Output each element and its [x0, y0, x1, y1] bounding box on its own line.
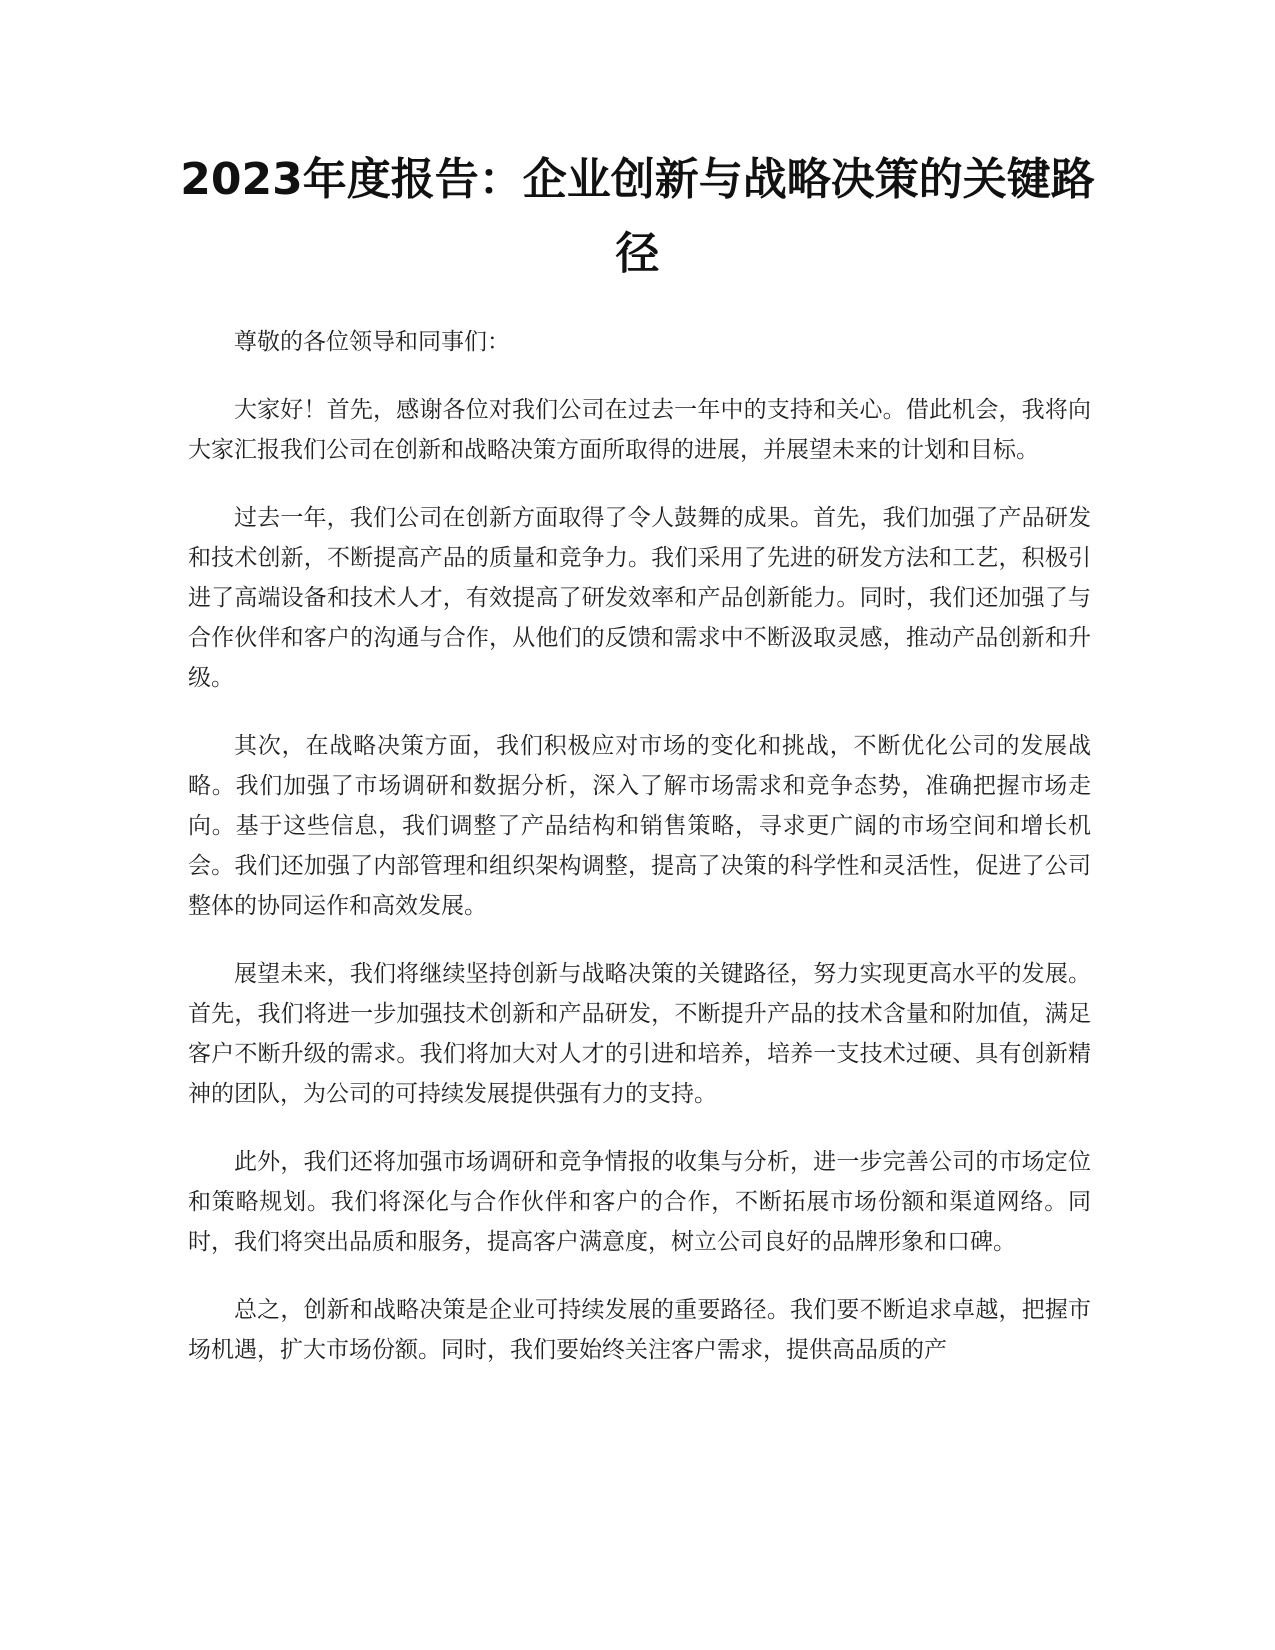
paragraph-outlook: 展望未来，我们将继续坚持创新与战略决策的关键路径，努力实现更高水平的发展。首先，我们将进一步加强技术创新和产品研发，不断提升产品的技术含量和附加值，满足客户不断升级的需求。我们将加大对人才的引进和培养，培养一支技术过硬、具有创新精神的团队，为公司的可持续发展提供强有力的支持。 — [188, 961, 1091, 1107]
paragraph-market: 此外，我们还将加强市场调研和竞争情报的收集与分析，进一步完善公司的市场定位和策略规划。我们将深化与合作伙伴和客户的合作，不断拓展市场份额和渠道网络。同时，我们将突出品质和服务，提高客户满意度，树立公司良好的品牌形象和口碑。 — [188, 1149, 1091, 1255]
salutation: 尊敬的各位领导和同事们： — [234, 329, 510, 355]
paragraph-strategy: 其次，在战略决策方面，我们积极应对市场的变化和挑战，不断优化公司的发展战略。我们加强了市场调研和数据分析，深入了解市场需求和竞争态势，准确把握市场走向。基于这些信息，我们调整了产品结构和销售策略，寻求更广阔的市场空间和增长机会。我们还加强了内部管理和组织架构调整，提高了决策的科学性和灵活性，促进了公司整体的协同运作和高效发展。 — [188, 733, 1091, 919]
paragraph-innovation: 过去一年，我们公司在创新方面取得了令人鼓舞的成果。首先，我们加强了产品研发和技术创新，不断提高产品的质量和竞争力。我们采用了先进的研发方法和工艺，积极引进了高端设备和技术人才，有效提高了研发效率和产品创新能力。同时，我们还加强了与合作伙伴和客户的沟通与合作，从他们的反馈和需求中不断汲取灵感，推动产品创新和升级。 — [188, 505, 1091, 691]
paragraph-greeting: 大家好！首先，感谢各位对我们公司在过去一年中的支持和关心。借此机会，我将向大家汇报我们公司在创新和战略决策方面所取得的进展，并展望未来的计划和目标。 — [188, 397, 1091, 463]
document-body — [188, 322, 1091, 1398]
document-title: 2023年度报告：企业创新与战略决策的关键路径 — [180, 154, 1095, 279]
paragraph-conclusion: 总之，创新和战略决策是企业可持续发展的重要路径。我们要不断追求卓越，把握市场机遇，扩大市场份额。同时，我们要始终关注客户需求，提供高品质的产 — [188, 1297, 1091, 1363]
